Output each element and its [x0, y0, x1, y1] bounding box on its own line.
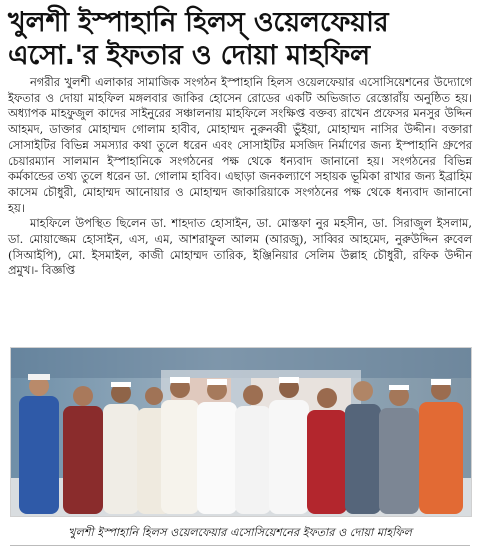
group-photo — [10, 347, 472, 517]
headline-line-2: এসো.'র ইফতার ও দোয়া মাহফিল — [8, 40, 370, 71]
bottom-divider — [10, 545, 470, 546]
headline — [0, 0, 480, 72]
article-paragraph: নগরীর খুলশী এলাকার সামাজিক সংগঠন ইস্পাহানি হিলস ওয়েলফেয়ার এসোসিয়েশনের উদ্যোগে ইফতার ও দোয়া মাহফিল মঙ্গলবার জাকির হোসেন রোডের একটি অভিজাত রেস্তোরাঁয় অনুষ্ঠিত হয়। অধ্যাপক মাহফুজুল কাদের সাইনুরের সঞ্চালনায় মাহফিলে সংক্ষিপ্ত বক্তব্য রাখেন প্রফেসর মনসুর উদ্দিন আহমদ, ডাক্তার মোহাম্মদ গোলাম হাবীব, মোহাম্মদ নুরুনব্বী ভুঁইয়া, মোহাম্মদ নাসির উদ্দীন। বক্তারা সোসাইটির বিভিন্ন সমস্যার কথা তুলে ধরেন এবং সোসাইটির মসজিদ নির্মাণের জন্য ইস্পাহানি গ্রুপের চেয়ারম্যান সালমান ইস্পাহানিকে সংগঠনের পক্ষ থেকে ধন্যবাদ জানানো হয়। সংগঠনের বিভিন্ন কর্মকান্ডের তথ্য তুলে ধরেন ডা. গোলাম হাবিব। এছাড়া জনকল্যাণে সহায়ক ভূমিকা রাখার জন্য ইব্রাহিম কাসেম চৌধুরী, মোহাম্মদ আনোয়ার ও মোহাম্মদ জাকারিয়াকে সংগঠনের পক্ষ থেকে ধন্যবাদ জানানো হয়। — [8, 75, 472, 215]
headline-line-1: খুলশী ইস্পাহানি হিলস্ ওয়েলফেয়ার — [8, 7, 389, 38]
article-body — [0, 72, 480, 279]
article-paragraph: মাহফিলে উপস্থিত ছিলেন ডা. শাহদাত হোসাইন, ডা. মোস্তফা নুর মহসীন, ডা. সিরাজুল ইসলাম, ডা. মোয়াজ্জেম হোসাইন, এস, এম, আশরাফুল আলম (আরজু), সাব্বির আহমেদ, নুরুউদ্দিন রুবেল (সিআইপি), মো. ইসমাইল, কাজী মোহাম্মদ তারিক, ইঞ্জিনিয়ার সেলিম উল্লাহ চৌধুরী, রফিক উদ্দীন প্রমুখ।- বিজ্ঞপ্তি — [8, 216, 472, 278]
photo-caption: খুলশী ইস্পাহানি হিলস ওয়েলফেয়ার এসোসিয়েশনের ইফতার ও দোয়া মাহফিল — [68, 526, 412, 539]
group-photo-illustration — [11, 348, 471, 516]
